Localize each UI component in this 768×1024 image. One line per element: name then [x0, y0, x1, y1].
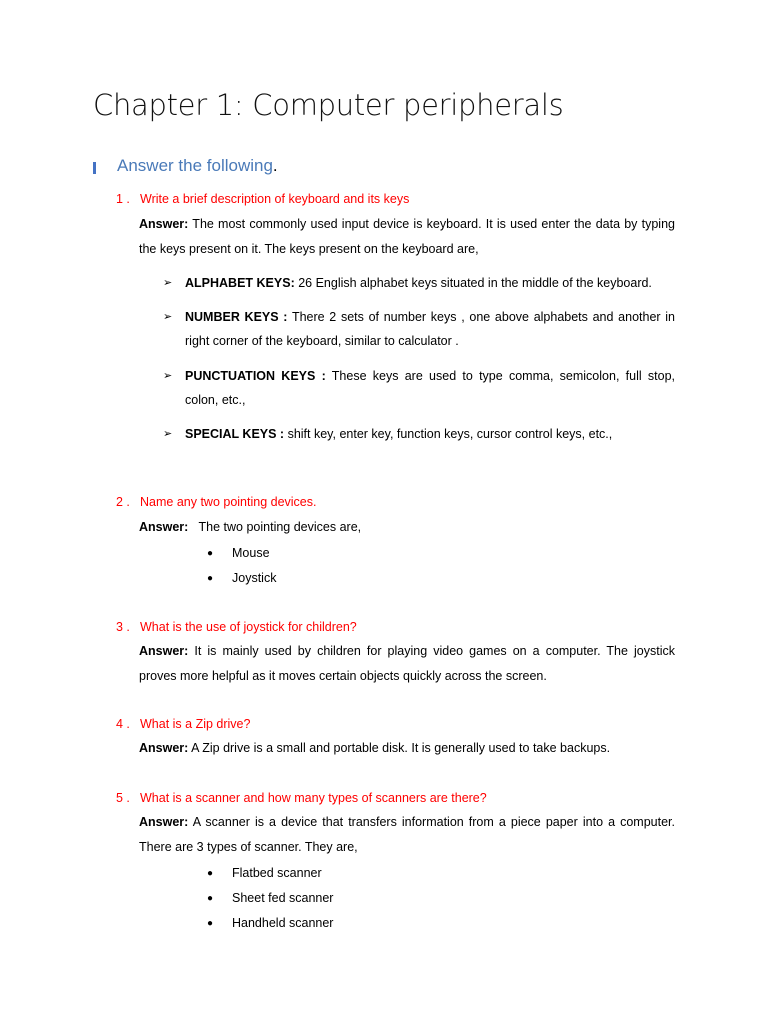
question-4	[116, 717, 250, 731]
list-item	[163, 306, 675, 353]
question-text: What is the use of joystick for children?	[140, 620, 357, 634]
section-punct: .	[272, 156, 278, 175]
answer-label: Answer:	[139, 520, 189, 534]
question-text: Name any two pointing devices.	[140, 495, 317, 509]
key-label: ALPHABET KEYS:	[185, 276, 295, 290]
answer-label: Answer:	[139, 644, 189, 658]
device-name: Joystick	[232, 571, 277, 585]
list-item	[207, 891, 333, 905]
bullet-icon: ●	[207, 893, 214, 904]
scanner-type: Sheet fed scanner	[232, 891, 334, 905]
arrow-bullet-icon: ➢	[163, 311, 173, 323]
list-item	[163, 423, 675, 447]
question-2	[116, 495, 316, 509]
key-description: There 2 sets of number keys , one above alphabets and another in right corner of the keyboard, similar to calculator .	[185, 310, 675, 348]
bullet-icon: ●	[207, 918, 214, 929]
device-name: Mouse	[232, 546, 270, 560]
answer-label: Answer:	[139, 815, 189, 829]
key-description: 26 English alphabet keys situated in the middle of the keyboard.	[294, 276, 652, 290]
key-description: These keys are used to type comma, semicolon, full stop, colon, etc.,	[185, 369, 675, 407]
list-item	[207, 916, 333, 930]
answer-text: It is mainly used by children for playing video games on a computer. The joystick proves more helpful as it moves certain objects quickly across the screen.	[139, 644, 675, 683]
arrow-bullet-icon: ➢	[163, 277, 173, 289]
page-title: Chapter 1: Computer peripherals	[93, 88, 564, 122]
question-1	[116, 192, 409, 206]
question-5	[116, 791, 487, 805]
section-heading-text	[117, 156, 278, 176]
question-3	[116, 620, 357, 634]
question-text: What is a scanner and how many types of scanners are there?	[140, 791, 487, 805]
answer-text: A scanner is a device that transfers information from a piece paper into a computer. There are 3 types of scanner. They are,	[139, 815, 675, 854]
question-number: 1 .	[116, 192, 130, 206]
list-item	[207, 866, 322, 880]
answer-5	[139, 810, 675, 859]
arrow-bullet-icon: ➢	[163, 370, 173, 382]
answer-text: The two pointing devices are,	[188, 520, 362, 534]
question-number: 4 .	[116, 717, 130, 731]
scanner-type: Handheld scanner	[232, 916, 334, 930]
list-item	[207, 546, 270, 560]
answer-text: The most commonly used input device is keyboard. It is used enter the data by typing the keys present on it. The keys present on the keyboard are,	[139, 217, 675, 256]
bullet-icon: ●	[207, 868, 214, 879]
section-label: Answer the following	[117, 156, 273, 175]
answer-1	[139, 212, 675, 261]
question-number: 5 .	[116, 791, 130, 805]
bullet-icon: ●	[207, 548, 214, 559]
section-marker	[93, 162, 96, 174]
question-number: 2 .	[116, 495, 130, 509]
answer-label: Answer:	[139, 741, 189, 755]
answer-3	[139, 639, 675, 688]
scanner-type: Flatbed scanner	[232, 866, 322, 880]
arrow-bullet-icon: ➢	[163, 428, 173, 440]
list-item	[207, 571, 276, 585]
list-item	[163, 272, 675, 296]
question-number: 3 .	[116, 620, 130, 634]
key-description: shift key, enter key, function keys, cursor control keys, etc.,	[284, 427, 613, 441]
key-label: NUMBER KEYS :	[185, 310, 288, 324]
list-item	[163, 365, 675, 412]
question-text: What is a Zip drive?	[140, 717, 251, 731]
key-label: PUNCTUATION KEYS :	[185, 369, 326, 383]
answer-text: A Zip drive is a small and portable disk. It is generally used to take backups.	[188, 741, 611, 755]
answer-label: Answer:	[139, 217, 189, 231]
answer-2	[139, 515, 675, 540]
answer-4	[139, 736, 675, 761]
key-label: SPECIAL KEYS :	[185, 427, 285, 441]
bullet-icon: ●	[207, 573, 214, 584]
question-text: Write a brief description of keyboard and its keys	[140, 192, 410, 206]
